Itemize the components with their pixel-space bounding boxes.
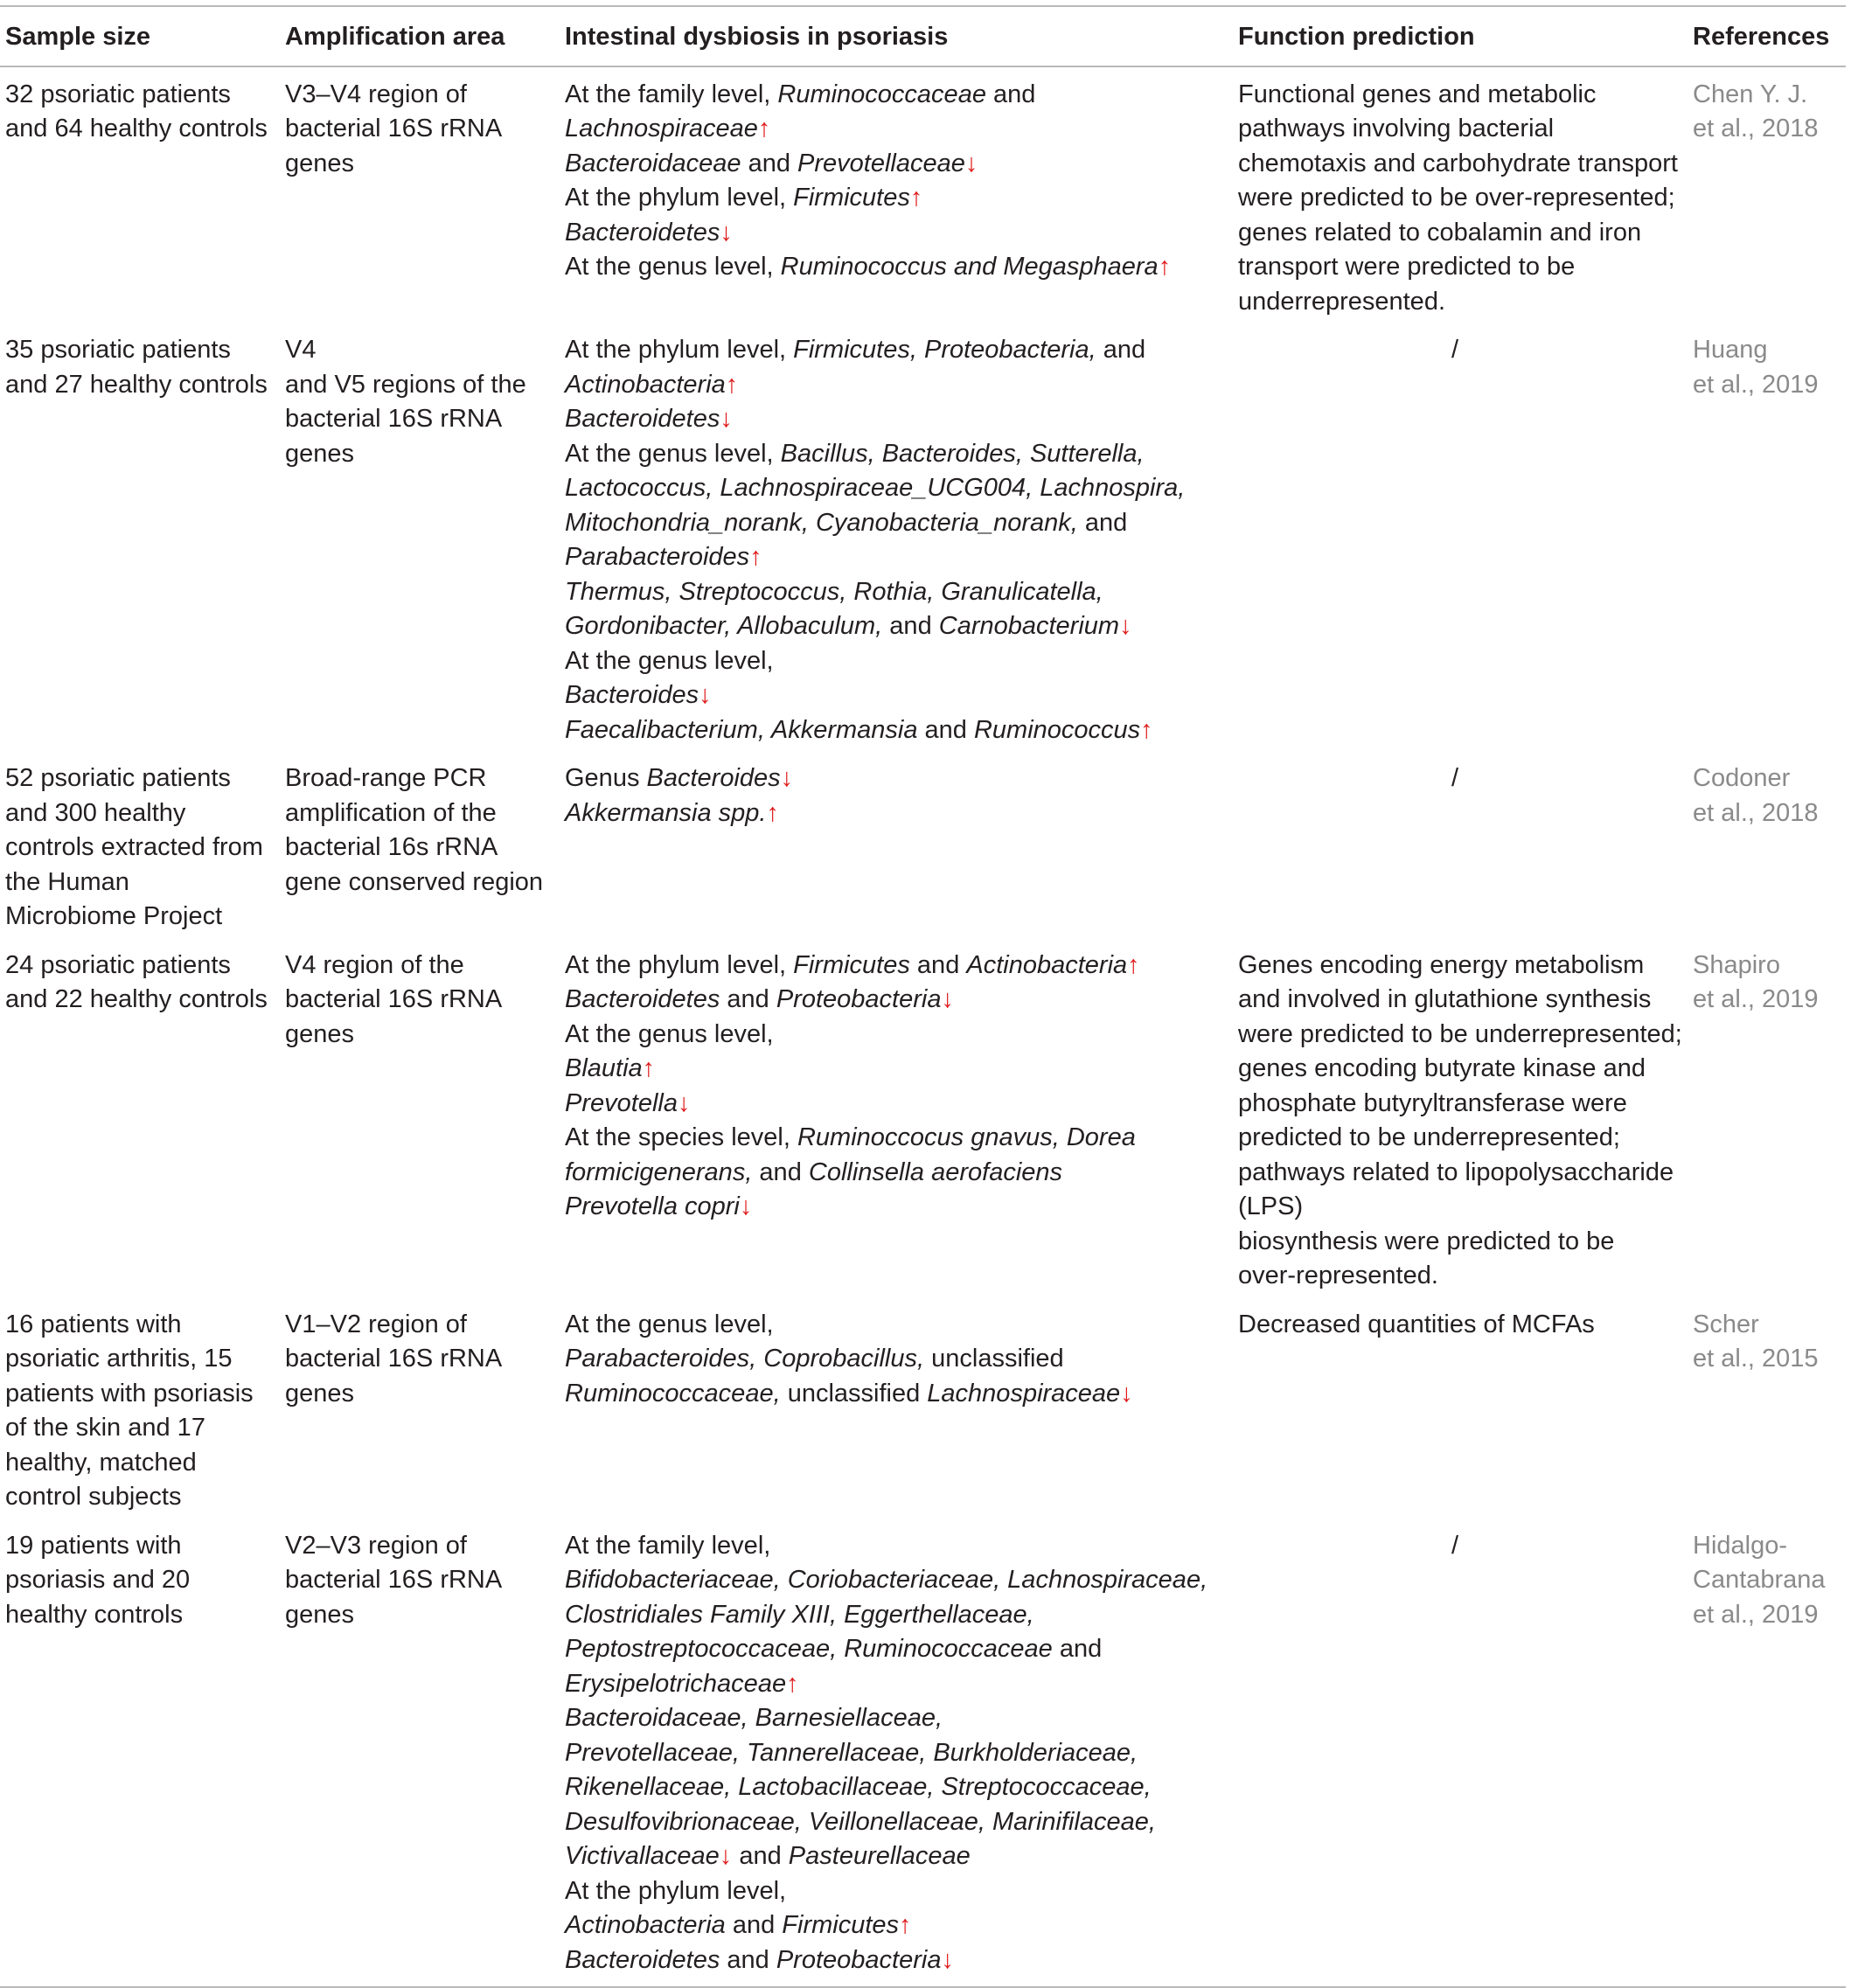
text-segment: At the species level,: [565, 1123, 797, 1151]
dysbiosis-line: [565, 1632, 1228, 1667]
taxon-name: Peptostreptococcaceae, Ruminococcaceae: [565, 1635, 1053, 1663]
dysbiosis-line: [565, 1874, 1228, 1909]
cell-line: Huang: [1693, 336, 1768, 364]
dysbiosis-line: [565, 1943, 1228, 1978]
taxon-name: Prevotellaceae: [797, 149, 965, 177]
dysbiosis-line: [565, 437, 1228, 472]
dysbiosis-line: [565, 506, 1228, 541]
dysbiosis-line: [565, 216, 1228, 251]
taxon-name: Lachnospiraceae: [565, 115, 758, 142]
text-segment: and: [725, 1911, 783, 1939]
sample-size-cell: [0, 751, 280, 938]
dysbiosis-line: [565, 761, 1228, 796]
taxon-name: Ruminococcus and Megasphaera: [780, 253, 1159, 281]
function-prediction-cell: /: [1451, 1531, 1459, 1560]
increase-arrow-icon: ↑: [749, 543, 762, 571]
increase-arrow-icon: ↑: [642, 1054, 656, 1082]
cell-line: 16 patients with: [5, 1310, 182, 1338]
reference-cell: [1687, 1519, 1846, 1988]
cell-line: were predicted to be underrepresented;: [1238, 1019, 1682, 1048]
dysbiosis-line: [565, 1052, 1228, 1087]
cell-line: Microbiome Project: [5, 902, 223, 930]
taxon-name: Ruminococcaceae,: [565, 1379, 781, 1408]
dysbiosis-line: [565, 1805, 1228, 1840]
sample-size-cell: [0, 66, 280, 323]
decrease-arrow-icon: ↓: [719, 1842, 733, 1870]
dysbiosis-table: [0, 5, 1846, 1988]
dysbiosis-line: [565, 1342, 1228, 1377]
dysbiosis-line: [565, 644, 1228, 679]
increase-arrow-icon: ↑: [786, 1669, 799, 1698]
taxon-name: Proteobacteria: [776, 1945, 942, 1974]
text-segment: At the family level,: [565, 80, 778, 108]
decrease-arrow-icon: ↓: [739, 1192, 753, 1220]
taxon-name: Prevotella copri: [565, 1192, 740, 1220]
taxon-name: Actinobacteria: [565, 370, 726, 399]
cell-line: genes: [285, 1019, 355, 1048]
dysbiosis-line: [565, 250, 1228, 285]
cell-line: amplification of the: [285, 798, 497, 827]
cell-line: genes: [285, 149, 355, 177]
sample-size-cell: [0, 1519, 280, 1988]
cell-line: control subjects: [5, 1483, 182, 1511]
cell-line: predicted to be underrepresented;: [1238, 1123, 1620, 1151]
text-segment: and: [882, 612, 939, 640]
text-segment: At the phylum level,: [565, 1876, 787, 1905]
table-row: [0, 751, 1846, 938]
text-segment: and: [909, 950, 967, 979]
taxon-name: Bifidobacteriaceae, Coriobacteriaceae, Lachnospiraceae,: [565, 1566, 1208, 1594]
cell-line: and involved in glutathione synthesis: [1238, 985, 1652, 1013]
dysbiosis-line: [565, 1839, 1228, 1874]
text-segment: and: [1096, 336, 1146, 364]
cell-line: bacterial 16S rRNA: [285, 1345, 503, 1373]
dysbiosis-line: [565, 1598, 1228, 1633]
text-segment: unclassified: [780, 1379, 928, 1408]
taxon-name: Firmicutes: [793, 950, 910, 979]
taxon-name: Firmicutes: [782, 1911, 900, 1939]
cell-line: (LPS): [1238, 1192, 1304, 1220]
dysbiosis-cell: [560, 1519, 1233, 1988]
taxon-name: Carnobacterium: [938, 612, 1120, 640]
taxon-name: Lachnospiraceae: [927, 1379, 1121, 1408]
taxon-name: Bacteroidetes: [565, 985, 720, 1013]
cell-line: et al., 2018: [1693, 798, 1819, 827]
decrease-arrow-icon: ↓: [1119, 612, 1132, 640]
dysbiosis-line: [565, 333, 1228, 368]
dysbiosis-line: [565, 678, 1228, 713]
cell-line: bacterial 16s rRNA: [285, 833, 498, 861]
increase-arrow-icon: ↑: [899, 1911, 912, 1939]
amplification-area-cell: [280, 1519, 560, 1988]
decrease-arrow-icon: ↓: [941, 985, 954, 1013]
dysbiosis-line: [565, 1156, 1228, 1191]
reference-cell: [1687, 66, 1846, 323]
taxon-name: Collinsella aerofaciens: [808, 1157, 1063, 1186]
taxon-name: Bacteroides: [565, 681, 699, 709]
dysbiosis-line: [565, 796, 1228, 831]
increase-arrow-icon: ↑: [1158, 253, 1172, 281]
cell-line: genes related to cobalamin and iron: [1238, 218, 1642, 247]
text-segment: unclassified: [924, 1345, 1064, 1373]
cell-line: healthy, matched: [5, 1448, 197, 1477]
taxon-name: Ruminoccocus gnavus, Dorea: [797, 1123, 1136, 1151]
cell-line: and 300 healthy: [5, 798, 186, 827]
taxon-name: Bacteroidetes: [565, 1945, 720, 1974]
text-segment: and: [752, 1157, 809, 1186]
cell-line: bacterial 16S rRNA: [285, 405, 503, 433]
decrease-arrow-icon: ↓: [720, 218, 733, 247]
dysbiosis-line: [565, 1529, 1228, 1564]
cell-line: Codoner: [1693, 764, 1791, 792]
dysbiosis-cell: [560, 66, 1233, 323]
cell-line: bacterial 16S rRNA: [285, 1566, 503, 1594]
dysbiosis-line: [565, 609, 1228, 644]
text-segment: and: [741, 149, 798, 177]
dysbiosis-line: [565, 1563, 1228, 1598]
increase-arrow-icon: ↑: [1127, 950, 1140, 979]
text-segment: At the genus level,: [565, 1019, 774, 1048]
cell-line: Hidalgo-: [1693, 1531, 1787, 1560]
cell-line: and 22 healthy controls: [5, 985, 268, 1013]
dysbiosis-line: [565, 1190, 1228, 1225]
dysbiosis-cell: [560, 751, 1233, 938]
cell-line: 24 psoriatic patients: [5, 950, 231, 979]
cell-line: psoriatic arthritis, 15: [5, 1345, 233, 1373]
cell-line: bacterial 16S rRNA: [285, 115, 503, 142]
taxon-name: Prevotella: [565, 1088, 678, 1117]
text-segment: and: [1077, 508, 1128, 537]
cell-line: 52 psoriatic patients: [5, 764, 231, 792]
header-amplification-area: Amplification area: [285, 23, 505, 51]
reference-cell: [1687, 323, 1846, 751]
table-row: [0, 938, 1846, 1297]
cell-line: genes: [285, 1379, 355, 1408]
function-prediction-cell: /: [1451, 336, 1459, 364]
cell-line: genes: [285, 439, 355, 468]
dysbiosis-line: [565, 368, 1228, 403]
function-prediction-cell: Decreased quantities of MCFAs: [1238, 1310, 1595, 1338]
dysbiosis-line: [565, 471, 1228, 506]
amplification-area-cell: [280, 323, 560, 751]
text-segment: and: [917, 715, 974, 744]
sample-size-cell: [0, 938, 280, 1297]
cell-line: pathways involving bacterial: [1238, 115, 1555, 142]
taxon-name: Bacteroidaceae, Barnesiellaceae,: [565, 1704, 943, 1732]
dysbiosis-line: [565, 1087, 1228, 1122]
taxon-name: Firmicutes, Proteobacteria,: [793, 336, 1096, 364]
function-prediction-cell: [1233, 938, 1687, 1297]
cell-line: Cantabrana: [1693, 1566, 1826, 1594]
reference-cell: [1687, 1297, 1846, 1519]
table-row: [0, 1297, 1846, 1519]
decrease-arrow-icon: ↓: [964, 149, 978, 177]
taxon-name: Mitochondria_norank, Cyanobacteria_norank,: [565, 508, 1078, 537]
dysbiosis-line: [565, 78, 1228, 113]
taxon-name: Bacteroidaceae: [565, 149, 741, 177]
cell-line: of the skin and 17: [5, 1414, 205, 1442]
function-prediction-cell: [1233, 66, 1687, 323]
cell-line: Chen Y. J.: [1693, 80, 1808, 108]
cell-line: et al., 2018: [1693, 115, 1819, 142]
cell-line: Scher: [1693, 1310, 1759, 1338]
taxon-name: Lactococcus, Lachnospiraceae_UCG004, Lachnospira,: [565, 474, 1186, 502]
header-row: [0, 6, 1846, 66]
dysbiosis-line: [565, 949, 1228, 984]
dysbiosis-cell: [560, 323, 1233, 751]
taxon-name: Gordonibacter, Allobaculum,: [565, 612, 883, 640]
cell-line: and V5 regions of the: [285, 370, 526, 399]
cell-line: 35 psoriatic patients: [5, 336, 231, 364]
cell-line: V4: [285, 336, 317, 364]
dysbiosis-line: [565, 983, 1228, 1018]
text-segment: and: [985, 80, 1036, 108]
dysbiosis-cell: [560, 1297, 1233, 1519]
taxon-name: Proteobacteria: [776, 985, 942, 1013]
dysbiosis-line: [565, 1308, 1228, 1343]
header-function-prediction: Function prediction: [1238, 23, 1475, 51]
table-body: [0, 66, 1846, 1988]
increase-arrow-icon: ↑: [766, 798, 779, 827]
dysbiosis-line: [565, 575, 1228, 610]
dysbiosis-line: [565, 147, 1228, 182]
taxon-name: Erysipelotrichaceae: [565, 1669, 787, 1698]
taxon-name: Victivallaceae: [565, 1842, 720, 1870]
text-segment: and: [720, 985, 776, 1013]
taxon-name: Actinobacteria: [565, 1911, 726, 1939]
dysbiosis-line: [565, 1908, 1228, 1943]
cell-line: bacterial 16S rRNA: [285, 985, 503, 1013]
decrease-arrow-icon: ↓: [1120, 1379, 1133, 1408]
cell-line: V3–V4 region of: [285, 80, 467, 108]
taxon-name: Bacteroides: [646, 764, 781, 792]
amplification-area-cell: [280, 938, 560, 1297]
cell-line: et al., 2019: [1693, 1600, 1819, 1629]
table-row: [0, 323, 1846, 751]
reference-cell: [1687, 938, 1846, 1297]
dysbiosis-line: [565, 1667, 1228, 1702]
taxon-name: Thermus, Streptococcus, Rothia, Granulicatella,: [565, 577, 1103, 606]
cell-line: patients with psoriasis: [5, 1379, 254, 1408]
cell-line: et al., 2015: [1693, 1345, 1819, 1373]
taxon-name: Ruminococcus: [973, 715, 1141, 744]
increase-arrow-icon: ↑: [909, 184, 923, 212]
taxon-name: Actinobacteria: [966, 950, 1128, 979]
dysbiosis-line: [565, 1377, 1228, 1412]
dysbiosis-line: [565, 1701, 1228, 1736]
cell-line: healthy controls: [5, 1600, 184, 1629]
decrease-arrow-icon: ↓: [699, 681, 712, 709]
decrease-arrow-icon: ↓: [780, 764, 794, 792]
cell-line: genes: [285, 1600, 355, 1629]
cell-line: 19 patients with: [5, 1531, 182, 1560]
dysbiosis-cell: [560, 938, 1233, 1297]
reference-cell: [1687, 751, 1846, 938]
increase-arrow-icon: ↑: [757, 115, 771, 142]
cell-line: et al., 2019: [1693, 985, 1819, 1013]
cell-line: et al., 2019: [1693, 370, 1819, 399]
decrease-arrow-icon: ↓: [677, 1088, 691, 1117]
cell-line: and 64 healthy controls: [5, 115, 268, 142]
table-row: [0, 66, 1846, 323]
taxon-name: Faecalibacterium, Akkermansia: [565, 715, 918, 744]
dysbiosis-line: [565, 1018, 1228, 1053]
cell-line: biosynthesis were predicted to be: [1238, 1227, 1615, 1255]
cell-line: were predicted to be over-represented;: [1238, 184, 1675, 212]
sample-size-cell: [0, 323, 280, 751]
amplification-area-cell: [280, 751, 560, 938]
dysbiosis-line: [565, 1736, 1228, 1771]
dysbiosis-line: [565, 1770, 1228, 1805]
text-segment: and: [732, 1842, 789, 1870]
dysbiosis-line: [565, 181, 1228, 216]
text-segment: At the genus level,: [565, 1310, 774, 1338]
dysbiosis-line: [565, 402, 1228, 437]
function-prediction-cell: /: [1451, 764, 1459, 792]
cell-line: V1–V2 region of: [285, 1310, 467, 1338]
text-segment: and: [720, 1945, 776, 1974]
table-row: [0, 1519, 1846, 1988]
cell-line: Genes encoding energy metabolism: [1238, 950, 1645, 979]
cell-line: 32 psoriatic patients: [5, 80, 231, 108]
taxon-name: Akkermansia spp.: [565, 798, 767, 827]
text-segment: At the phylum level,: [565, 184, 794, 212]
text-segment: At the family level,: [565, 1531, 771, 1560]
taxon-name: Bacteroidetes: [565, 405, 720, 433]
cell-line: chemotaxis and carbohydrate transport: [1238, 149, 1678, 177]
taxon-name: Pasteurellaceae: [788, 1842, 971, 1870]
text-segment: At the genus level,: [565, 646, 774, 675]
text-segment: Genus: [565, 764, 647, 792]
sample-size-cell: [0, 1297, 280, 1519]
cell-line: gene conserved region: [285, 867, 544, 896]
taxon-name: Ruminococcaceae: [777, 80, 986, 108]
cell-line: Shapiro: [1693, 950, 1780, 979]
taxon-name: Prevotellaceae, Tannerellaceae, Burkholderiaceae,: [565, 1738, 1138, 1767]
taxon-name: Bacillus, Bacteroides, Sutterella,: [780, 439, 1145, 468]
decrease-arrow-icon: ↓: [941, 1945, 954, 1974]
table-header: [0, 6, 1846, 66]
taxon-name: Rikenellaceae, Lactobacillaceae, Streptococcaceae,: [565, 1773, 1152, 1801]
cell-line: transport were predicted to be: [1238, 253, 1576, 281]
cell-line: pathways related to lipopolysaccharide: [1238, 1157, 1674, 1186]
taxon-name: Desulfovibrionaceae, Veillonellaceae, Marinifilaceae,: [565, 1807, 1156, 1836]
cell-line: psoriasis and 20: [5, 1566, 191, 1594]
header-sample-size: Sample size: [5, 23, 151, 51]
amplification-area-cell: [280, 66, 560, 323]
dysbiosis-line: [565, 112, 1228, 147]
taxon-name: formicigenerans,: [565, 1157, 753, 1186]
taxon-name: Clostridiales Family XIII, Eggerthellaceae,: [565, 1600, 1034, 1629]
taxon-name: Parabacteroides: [565, 543, 750, 571]
text-segment: At the phylum level,: [565, 336, 794, 364]
header-intestinal-dysbiosis: Intestinal dysbiosis in psoriasis: [565, 23, 949, 51]
taxon-name: Firmicutes: [793, 184, 910, 212]
decrease-arrow-icon: ↓: [720, 405, 733, 433]
dysbiosis-line: [565, 1121, 1228, 1156]
header-references: References: [1693, 23, 1830, 51]
cell-line: V4 region of the: [285, 950, 464, 979]
text-segment: At the genus level,: [565, 253, 781, 281]
cell-line: and 27 healthy controls: [5, 370, 268, 399]
cell-line: Broad-range PCR: [285, 764, 487, 792]
cell-line: genes encoding butyrate kinase and: [1238, 1054, 1646, 1082]
taxon-name: Blautia: [565, 1054, 643, 1082]
cell-line: over-represented.: [1238, 1262, 1438, 1289]
taxon-name: Bacteroidetes: [565, 218, 720, 247]
taxon-name: Parabacteroides, Coprobacillus,: [565, 1345, 925, 1373]
cell-line: V2–V3 region of: [285, 1531, 467, 1560]
text-segment: At the phylum level,: [565, 950, 794, 979]
text-segment: At the genus level,: [565, 439, 781, 468]
amplification-area-cell: [280, 1297, 560, 1519]
dysbiosis-line: [565, 713, 1228, 748]
cell-line: the Human: [5, 867, 129, 896]
increase-arrow-icon: ↑: [1140, 715, 1153, 744]
cell-line: phosphate butyryltransferase were: [1238, 1088, 1627, 1117]
cell-line: Functional genes and metabolic: [1238, 80, 1597, 108]
increase-arrow-icon: ↑: [725, 370, 739, 399]
cell-line: controls extracted from: [5, 833, 263, 861]
text-segment: and: [1052, 1635, 1103, 1663]
dysbiosis-line: [565, 540, 1228, 575]
cell-line: underrepresented.: [1238, 287, 1445, 316]
